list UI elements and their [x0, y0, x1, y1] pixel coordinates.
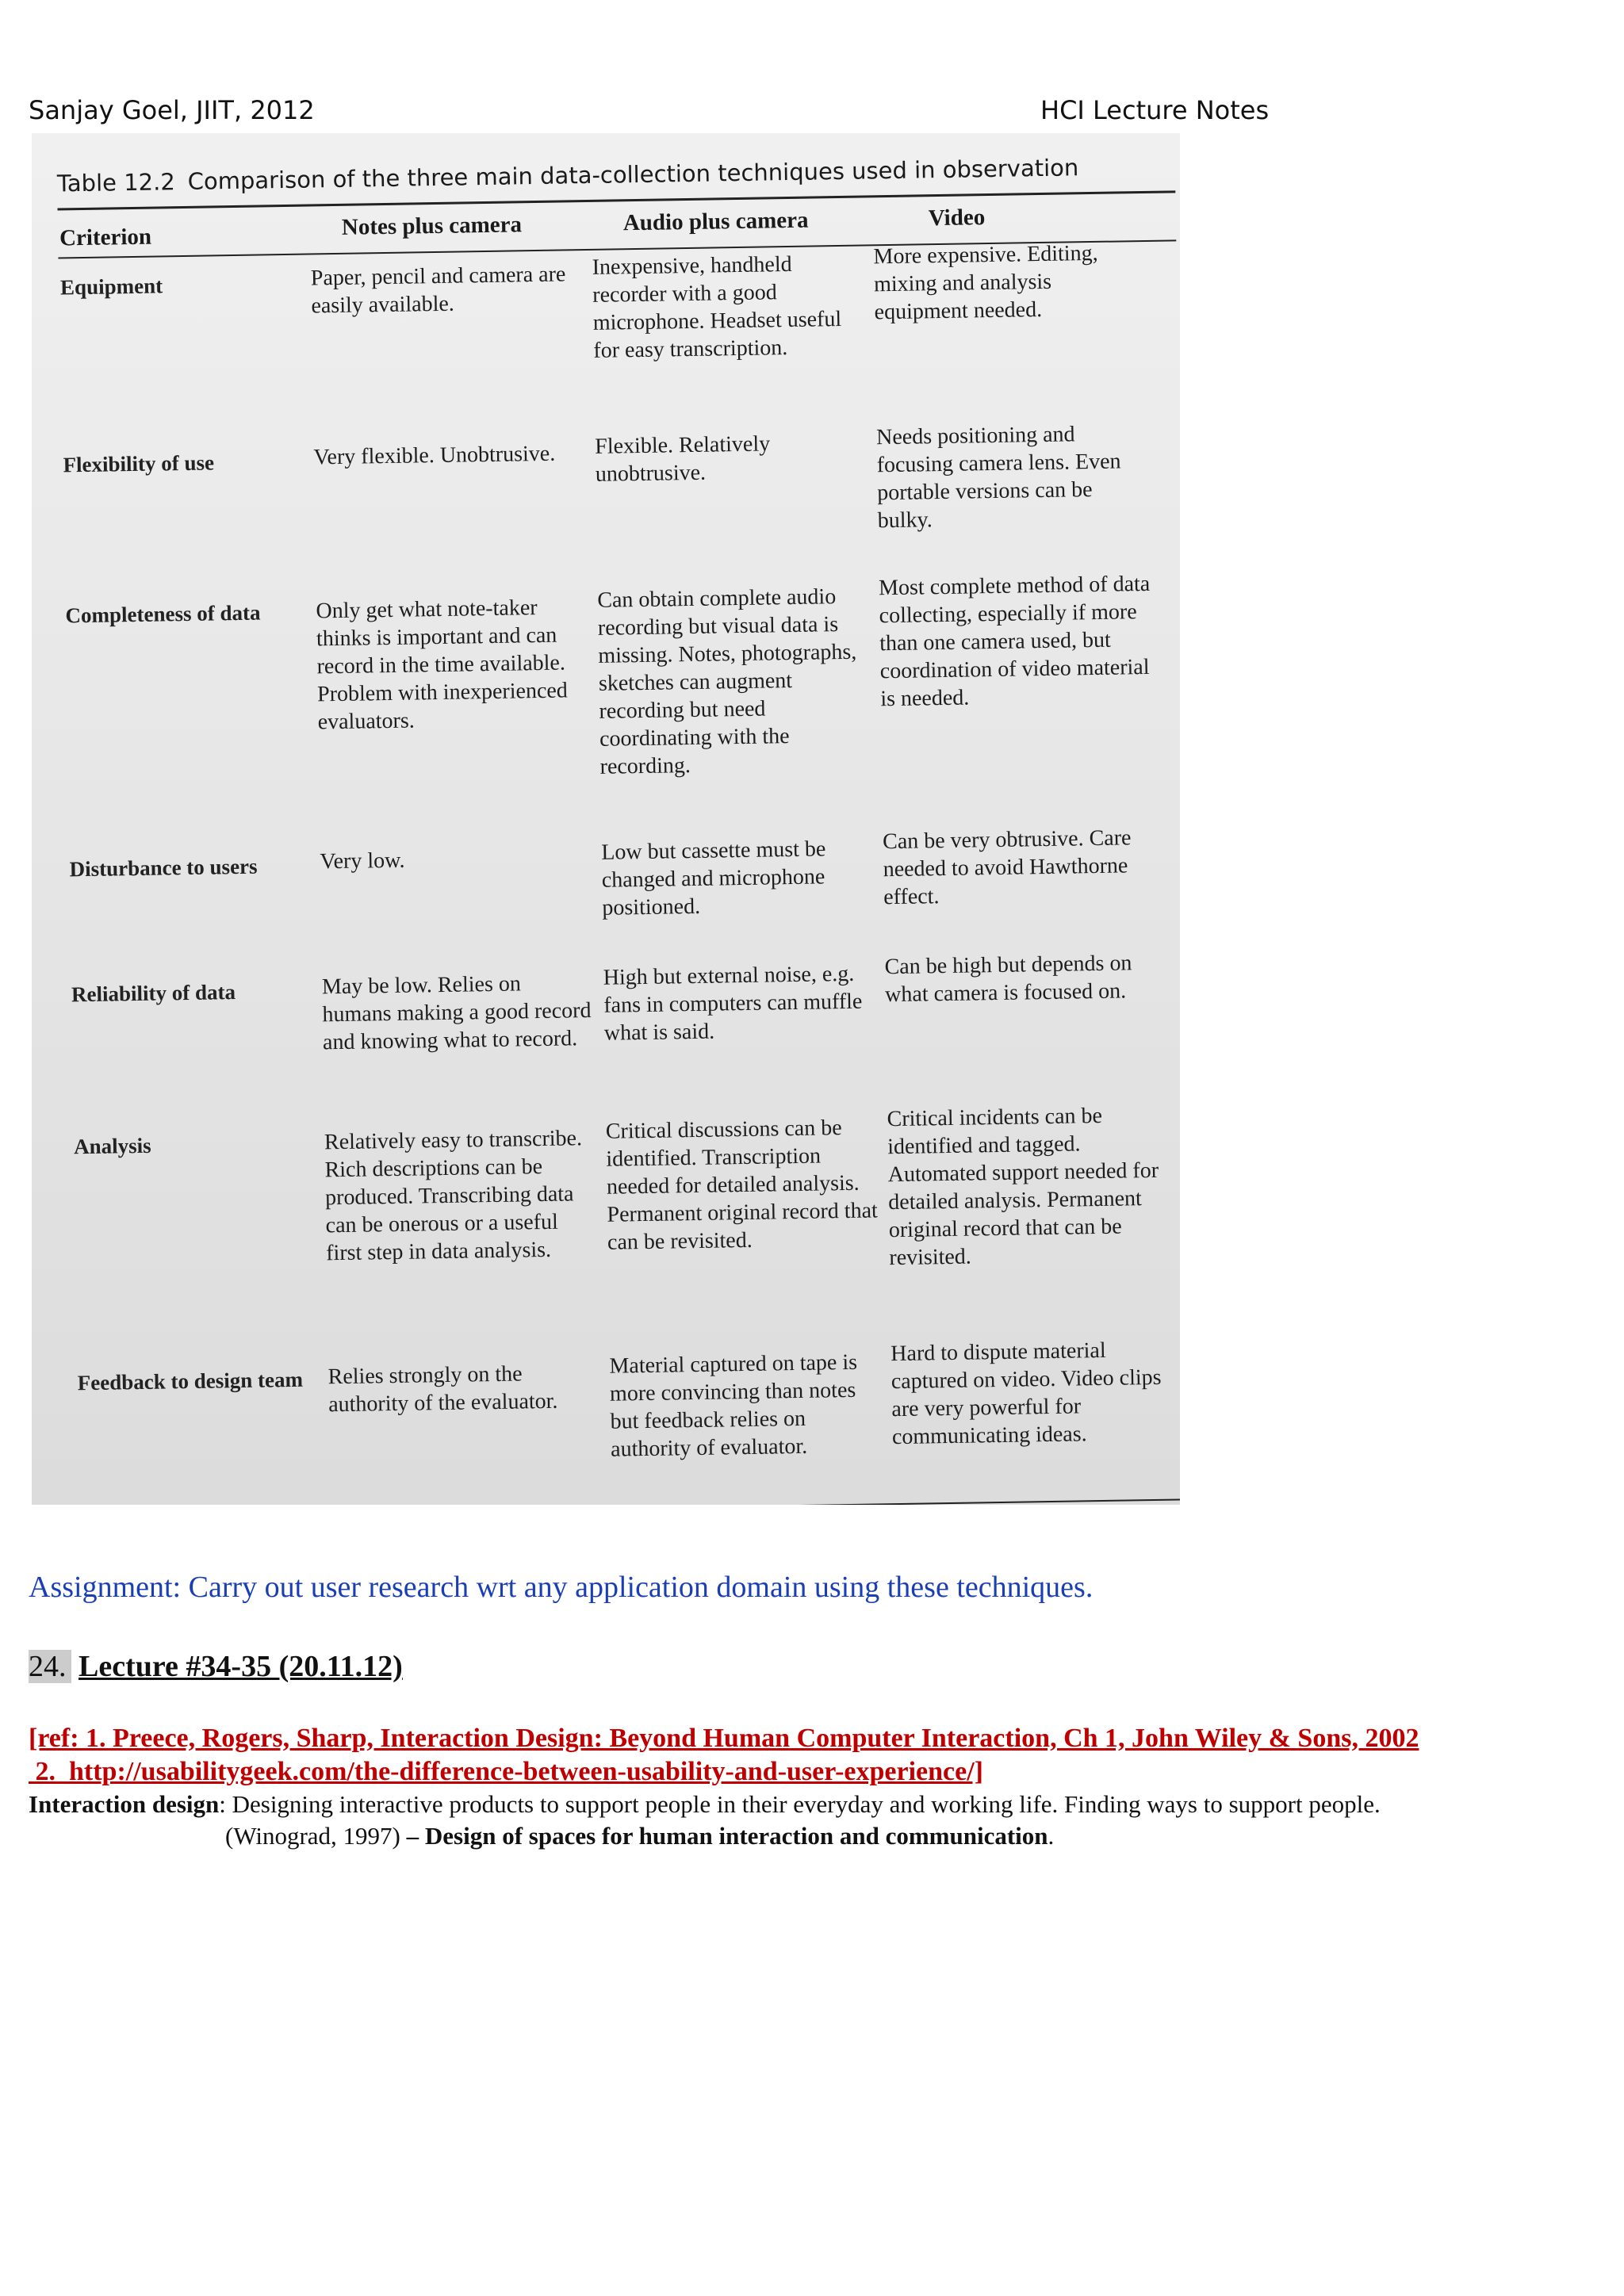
cell-completeness-video: Most complete method of data collecting, especially if more than one camera used, but coordination of video material is needed.	[878, 571, 1151, 712]
cell-flexibility-notes: Very flexible. Unobtrusive.	[313, 441, 556, 470]
cell-feedback-audio: Material captured on tape is more convincing than notes but feedback relies on authority of evaluator.	[609, 1349, 858, 1462]
cell-flexibility-audio: Flexible. Relatively unobtrusive.	[595, 431, 771, 487]
cell-equipment-notes: Paper, pencil and camera are easily available.	[310, 262, 566, 319]
definition-end: .	[1048, 1822, 1055, 1850]
references	[29, 1722, 1614, 1789]
cell-analysis-audio: Critical discussions can be identified. Transcription needed for detailed analysis. Permanent original record that can be revisited.	[605, 1115, 879, 1255]
row-criterion-reliability: Reliability of data	[71, 980, 236, 1007]
definition-term: Interaction design	[29, 1790, 220, 1818]
lecture-number: 24.	[29, 1650, 71, 1683]
cell-disturbance-audio: Low but cassette must be changed and microphone positioned.	[601, 836, 826, 920]
definition-emphasis: – Design of spaces for human interaction and communication	[406, 1822, 1048, 1850]
lecture-heading	[29, 1649, 403, 1684]
definition-citation: (Winograd, 1997)	[225, 1822, 407, 1850]
row-criterion-flexibility: Flexibility of use	[63, 450, 215, 477]
column-header-criterion: Criterion	[59, 224, 152, 251]
column-header-notes: Notes plus camera	[341, 212, 523, 240]
row-criterion-analysis: Analysis	[73, 1133, 151, 1159]
lecture-title: Lecture #34-35 (20.11.12)	[79, 1650, 403, 1683]
cell-feedback-notes: Relies strongly on the authority of the evaluator.	[327, 1361, 558, 1418]
reference-link[interactable]: 2. http://usabilitygeek.com/the-difference-between-usability-and-user-experience/]	[29, 1757, 983, 1786]
definition-paragraph	[29, 1789, 1614, 1852]
table-bottom-rule	[78, 1498, 1180, 1505]
scanned-table-image	[32, 133, 1180, 1505]
cell-disturbance-notes: Very low.	[320, 848, 405, 874]
cell-equipment-audio: Inexpensive, handheld recorder with a good microphone. Headset useful for easy transcription.	[592, 251, 842, 363]
cell-disturbance-video: Can be very obtrusive. Care needed to avoid Hawthorne effect.	[882, 825, 1132, 910]
column-header-audio: Audio plus camera	[622, 207, 809, 236]
assignment-text: Assignment: Carry out user research wrt any application domain using these techniques.	[29, 1571, 1094, 1604]
cell-reliability-video: Can be high but depends on what camera is focused on.	[884, 951, 1132, 1008]
cell-analysis-video: Critical incidents can be identified and tagged. Automated support needed for detailed analysis. Permanent original record that can be revisited.	[887, 1103, 1159, 1271]
header-course: HCI Lecture Notes	[1040, 95, 1270, 125]
row-criterion-equipment: Equipment	[59, 274, 163, 300]
cell-flexibility-video: Needs positioning and focusing camera lens. Even portable versions can be bulky.	[875, 422, 1121, 534]
cell-analysis-notes: Relatively easy to transcribe. Rich descriptions can be produced. Transcribing data can be onerous or a useful first step in data analysis.	[324, 1126, 583, 1266]
header-author: Sanjay Goel, JIIT, 2012	[29, 95, 315, 125]
cell-equipment-video: More expensive. Editing, mixing and analysis equipment needed.	[873, 240, 1098, 325]
definition-text: : Designing interactive products to support people in their everyday and working life. Finding ways to support people.	[219, 1790, 1381, 1818]
row-criterion-feedback: Feedback to design team	[77, 1367, 304, 1395]
table-caption-label: Table 12.2	[56, 168, 176, 197]
column-header-video: Video	[928, 205, 986, 232]
cell-completeness-audio: Can obtain complete audio recording but visual data is missing. Notes, photographs, sketches can augment recording but need coordinating with the recording.	[597, 584, 857, 779]
cell-reliability-notes: May be low. Relies on humans making a good record and knowing what to record.	[321, 971, 592, 1055]
cell-reliability-audio: High but external noise, e.g. fans in computers can muffle what is said.	[603, 961, 863, 1046]
row-criterion-disturbance: Disturbance to users	[69, 854, 258, 882]
row-criterion-completeness: Completeness of data	[65, 600, 261, 628]
definition-citation-line	[29, 1820, 1614, 1852]
reference-line-1: [ref: 1. Preece, Rogers, Sharp, Interaction Design: Beyond Human Computer Interaction, Ch 1, John Wiley & Sons, 2002	[29, 1724, 1419, 1753]
cell-feedback-video: Hard to dispute material captured on video. Video clips are very powerful for communicating ideas.	[891, 1337, 1162, 1450]
cell-completeness-notes: Only get what note-taker thinks is important and can record in the time available. Problem with inexperienced evaluators.	[316, 595, 569, 735]
table-caption-text: Comparison of the three main data-collection techniques used in observation	[187, 154, 1079, 195]
comparison-table	[32, 133, 1180, 1505]
table-caption	[57, 154, 1079, 197]
